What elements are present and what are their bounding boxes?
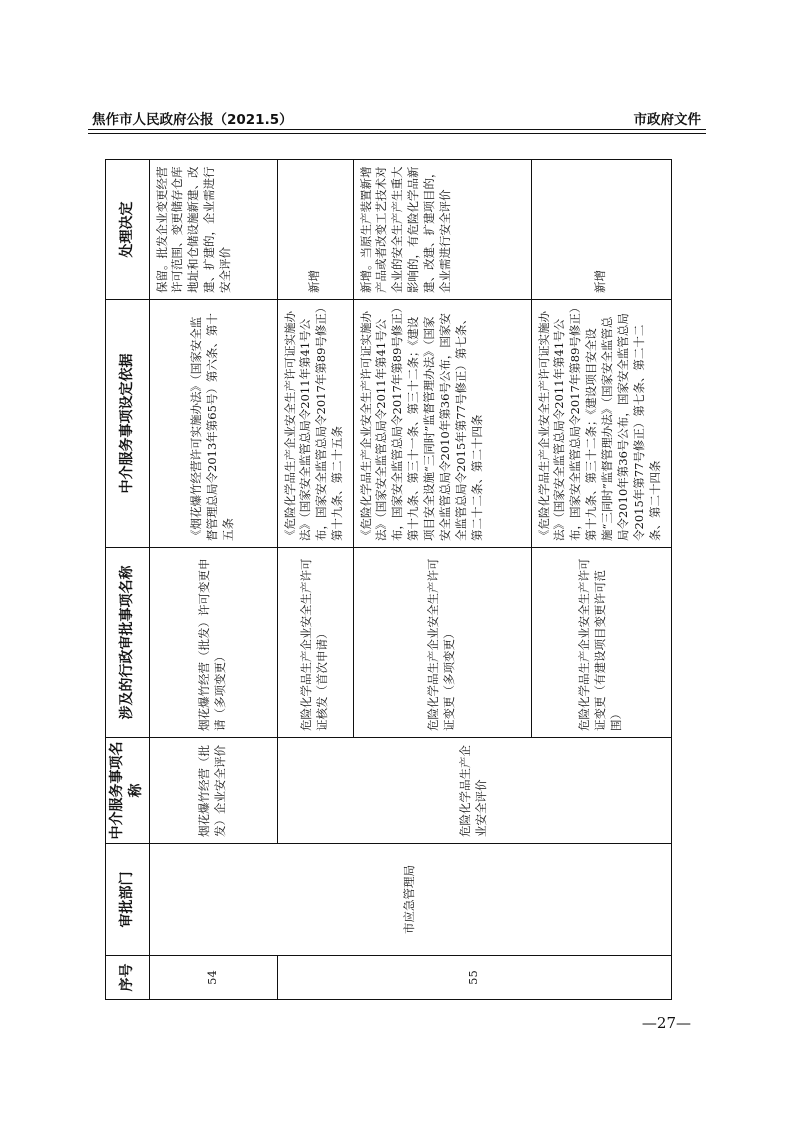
table-header-row xyxy=(106,160,150,1000)
service-name: 危险化学品生产企业安全评价 xyxy=(277,738,671,844)
col-header-dept: 审批部门 xyxy=(106,844,150,956)
header-rule-thin xyxy=(88,133,706,134)
col-header-decision: 处理决定 xyxy=(106,160,150,300)
bulletin-title: 焦作市人民政府公报（2021.5） xyxy=(92,112,293,128)
row-number: 55 xyxy=(277,956,671,1000)
approval-item: 危险化学品生产企业安全生产许可证核发（首次申请） xyxy=(277,548,353,738)
decision: 新增 xyxy=(531,160,671,300)
rotated-table-wrapper xyxy=(105,160,665,1000)
approval-item: 危险化学品生产企业安全生产许可证变更（有建设项目变更许可范围） xyxy=(531,548,671,738)
row-number: 54 xyxy=(149,956,277,1000)
service-name: 烟花爆竹经营（批发）企业安全评价 xyxy=(149,738,277,844)
col-header-item: 涉及的行政审批事项名称 xyxy=(106,548,150,738)
legal-basis: 《烟花爆竹经营许可实施办法》（国家安全监督管理总局令2013年第65号）第六条、第十五条 xyxy=(149,300,277,548)
approval-item: 烟花爆竹经营（批发）许可变更申请（多项变更） xyxy=(149,548,277,738)
department-cell: 市应急管理局 xyxy=(149,844,671,956)
decision: 新增。当原生产装置新增产品或者改变工艺技术对企业的安全生产产生重大影响的，有危险化学品新建、改建、扩建项目的，企业需进行安全评价 xyxy=(353,160,531,300)
intermediary-service-table xyxy=(105,159,672,1000)
header-rule xyxy=(88,129,706,130)
page-number: —27— xyxy=(641,1014,691,1032)
col-header-service: 中介服务事项名称 xyxy=(106,738,150,844)
col-header-no: 序号 xyxy=(106,956,150,1000)
table-row xyxy=(149,160,277,1000)
section-label: 市政府文件 xyxy=(633,112,701,128)
col-header-basis: 中介服务事项设定依据 xyxy=(106,300,150,548)
legal-basis: 《危险化学品生产企业安全生产许可证实施办法》（国家安全监管总局令2011年第41号公布，国家安全监管总局令2017年第89号修正）第十九条、第三十二条；《建设项目安全设施“三同时”监督管理办法》（国家安全监管总局令2010年第36号公布，国家安全监管总局令2015年第77号修正）第七条、第二十二条、第二十四条 xyxy=(531,300,671,548)
approval-item: 危险化学品生产企业安全生产许可证变更（多项变更） xyxy=(353,548,531,738)
decision: 保留。批发企业变更经营许可范围、变更储存仓库地址和仓储设施新建、改建、扩建的，企业需进行安全评价 xyxy=(149,160,277,300)
legal-basis: 《危险化学品生产企业安全生产许可证实施办法》（国家安全监管总局令2011年第41号公布，国家安全监管总局令2017年第89号修正）第十九条、第二十五条 xyxy=(277,300,353,548)
decision: 新增 xyxy=(277,160,353,300)
legal-basis: 《危险化学品生产企业安全生产许可证实施办法》（国家安全监管总局令2011年第41号公布，国家安全监管总局令2017年第89号修正）第十九条、第三十一条、第三十二条；《建设项目安全设施“三同时”监督管理办法》（国家安全监管总局令2010年第36号公布，国家安全监管总局令2015年第77号修正）第七条、第二十二条、第二十四条 xyxy=(353,300,531,548)
